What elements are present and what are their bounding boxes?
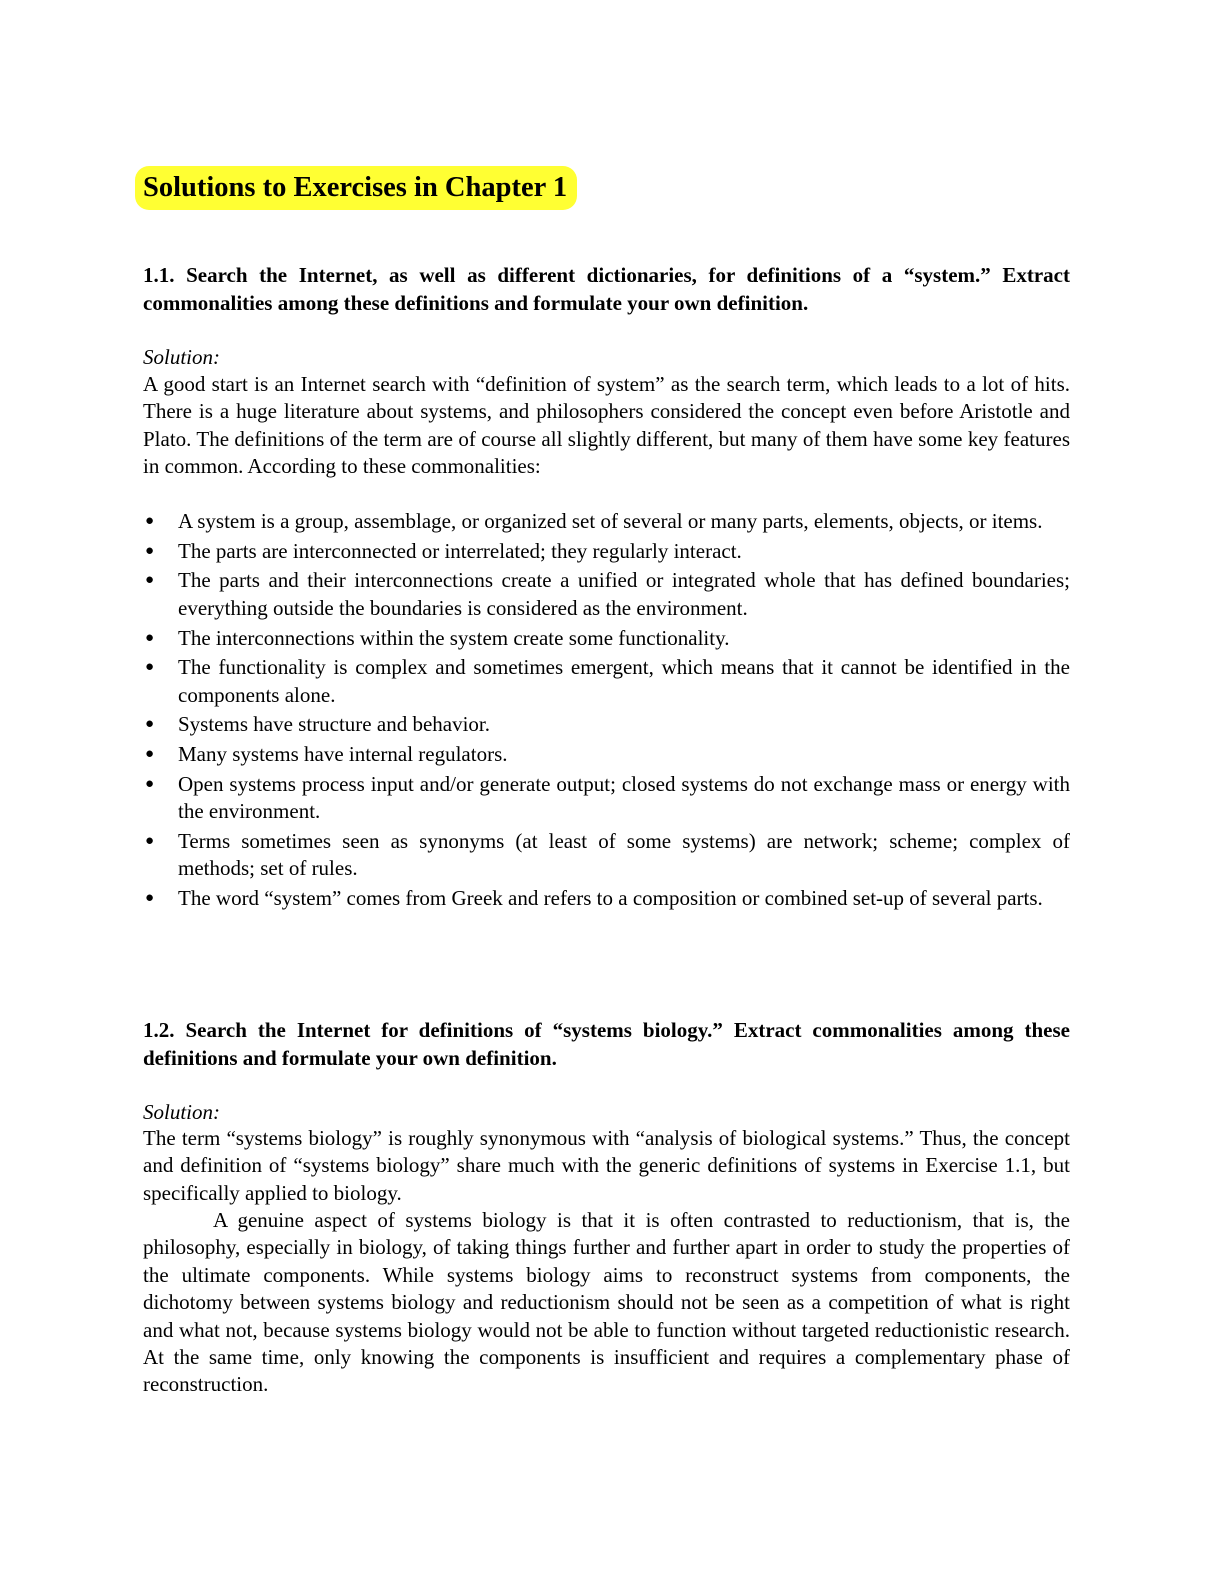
bullet-icon: ● — [145, 775, 155, 792]
list-item-text: Open systems process input and/or generate output; closed systems do not exchange mass or energy with the environment. — [178, 771, 1070, 824]
exercise-1-2-paragraph-1: The term “systems biology” is roughly synonymous with “analysis of biological systems.” Thus, the concept and definition of “systems biology” share much with the generic definitions of systems in Exercise 1.1, but specifically applied to biology. — [143, 1126, 1070, 1205]
bullet-icon: ● — [145, 889, 155, 906]
exercise-1-1-heading: 1.1. Search the Internet, as well as different dictionaries, for definitions of a “system.” Extract commonalities among these definitions and formulate your own definition. — [143, 263, 1070, 315]
page-title: Solutions to Exercises in Chapter 1 — [143, 172, 568, 203]
list-item — [143, 625, 1070, 652]
list-item-text: The word “system” comes from Greek and refers to a composition or combined set-up of several parts. — [178, 885, 1043, 910]
exercise-1-1-solution-label: Solution: — [143, 345, 220, 369]
bullet-icon: ● — [145, 659, 155, 676]
list-item-text: The interconnections within the system create some functionality. — [178, 625, 730, 650]
list-item-text: Terms sometimes seen as synonyms (at least of some systems) are network; scheme; complex of methods; set of rules. — [178, 828, 1070, 881]
list-item-text: Many systems have internal regulators. — [178, 742, 508, 767]
bullet-icon: ● — [145, 513, 155, 529]
list-item — [143, 885, 1070, 912]
bullet-icon: ● — [145, 572, 155, 589]
list-item — [143, 508, 1070, 535]
list-item-text: The parts are interconnected or interrelated; they regularly interact. — [178, 538, 742, 563]
list-item-text: The functionality is complex and sometimes emergent, which means that it cannot be identified in the components alone. — [178, 655, 1070, 707]
list-item — [143, 771, 1070, 826]
exercise-1-2-heading: 1.2. Search the Internet for definitions of “systems biology.” Extract commonalities among these definitions and formulate your own definition. — [143, 1018, 1070, 1070]
list-item — [143, 567, 1070, 622]
bullet-icon: ● — [145, 746, 155, 763]
bullet-icon: ● — [145, 832, 155, 849]
bullet-icon: ● — [145, 542, 155, 559]
exercise-1-2-solution-label: Solution: — [143, 1100, 220, 1124]
list-item — [143, 654, 1070, 709]
title-highlight — [135, 166, 577, 210]
bullet-icon: ● — [145, 716, 155, 733]
list-item-text: A system is a group, assemblage, or organized set of several or many parts, elements, objects, or items. — [178, 509, 1043, 533]
exercise-1-1-intro: A good start is an Internet search with “definition of system” as the search term, which leads to a lot of hits. There is a huge literature about systems, and philosophers considered the concept even before Aristotle and Plato. The definitions of the term are of course all slightly different, but many of them have some key features in common. According to these commonalities: — [143, 372, 1070, 479]
list-item-text: The parts and their interconnections create a unified or integrated whole that has defined boundaries; everything outside the boundaries is considered as the environment. — [178, 568, 1070, 620]
list-item — [143, 828, 1070, 883]
list-item-text: Systems have structure and behavior. — [178, 712, 491, 737]
list-item — [143, 538, 1070, 565]
list-item — [143, 711, 1070, 738]
exercise-1-2-paragraph-2: A genuine aspect of systems biology is that it is often contrasted to reductionism, that is, the philosophy, especially in biology, of taking things further and further apart in order to study the properties of the ultimate components. While systems biology aims to reconstruct systems from components, the dichotomy between systems biology and reductionism should not be seen as a competition of what is right and what not, because systems biology would not be able to function without targeted reductionistic research. At the same time, only knowing the components is insufficient and requires a complementary phase of reconstruction. — [143, 1208, 1070, 1397]
bullet-icon: ● — [145, 629, 155, 646]
list-item — [143, 741, 1070, 768]
commonalities-list — [143, 508, 1070, 915]
